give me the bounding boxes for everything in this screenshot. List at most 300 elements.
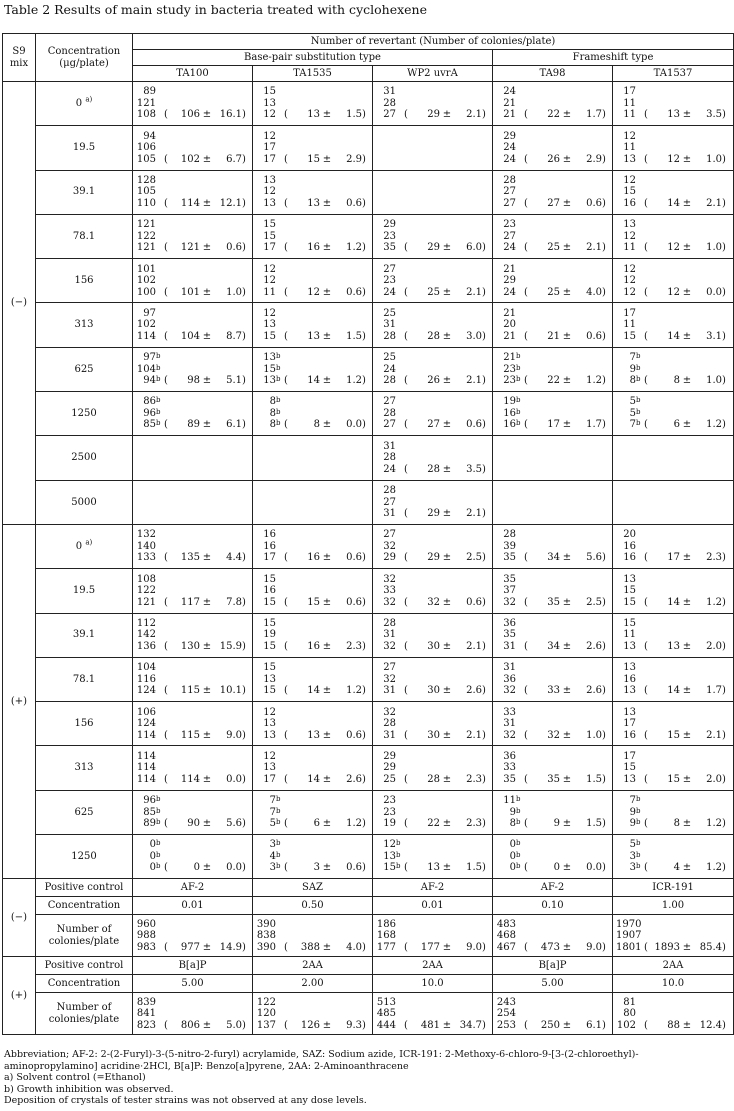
concentration-value: 0 <box>75 97 83 109</box>
colony-count: 5 <box>269 818 276 830</box>
data-cell <box>253 82 373 126</box>
footnote-mark: b <box>516 375 521 384</box>
colony-count: 29 <box>383 552 396 564</box>
footnote-mark <box>636 707 644 719</box>
open-paren: ( <box>284 330 288 342</box>
close-paren: ) <box>482 1019 486 1031</box>
open-paren: ( <box>164 375 168 387</box>
plus-minus: ± <box>442 596 452 608</box>
colony-count-line <box>616 997 730 1009</box>
colony-count-line <box>256 585 369 597</box>
close-paren: ) <box>602 685 606 697</box>
colony-count-line <box>496 396 609 408</box>
plus-minus: ± <box>682 375 692 387</box>
data-cell <box>613 702 734 746</box>
plus-minus: ± <box>442 640 452 652</box>
colony-count: 17 <box>623 307 636 319</box>
open-paren: ( <box>404 941 408 953</box>
colony-count-line <box>376 308 489 320</box>
colony-count-line <box>376 618 489 630</box>
colony-count: 28 <box>383 718 396 730</box>
footnote-mark <box>276 718 284 730</box>
footnote-mark: b <box>276 795 281 804</box>
close-paren: ) <box>482 773 486 785</box>
mean-value: 28 <box>427 463 440 475</box>
colony-count: 15 <box>263 685 276 697</box>
colony-count: 114 <box>136 773 156 785</box>
data-cell <box>253 436 373 480</box>
plus-minus: ± <box>202 729 212 741</box>
colony-count-line <box>616 818 730 830</box>
data-cell <box>373 214 493 258</box>
mean-value: 89 <box>187 419 200 431</box>
footnote-mark <box>516 131 524 143</box>
colony-count-line <box>376 529 489 541</box>
colony-count-line <box>136 685 249 697</box>
open-paren: ( <box>164 419 168 431</box>
mean-value: 12 <box>667 242 680 254</box>
colony-count: 25 <box>383 773 396 785</box>
open-paren: ( <box>404 330 408 342</box>
footnote-mark <box>396 685 404 697</box>
colony-count-line <box>616 396 730 408</box>
colony-count: 9 <box>509 806 516 818</box>
footnote-mark <box>636 109 644 121</box>
colony-count: 15 <box>263 596 276 608</box>
colony-count-line <box>376 839 489 851</box>
colony-count: 3 <box>629 862 636 874</box>
data-cell <box>493 569 613 613</box>
colony-count: 24 <box>383 463 396 475</box>
colony-count-line <box>496 629 609 641</box>
close-paren: ) <box>602 330 606 342</box>
sd-value: 12.1 <box>219 197 242 209</box>
colony-count: 31 <box>383 440 396 452</box>
open-paren: ( <box>284 419 288 431</box>
footnote-mark <box>156 585 164 597</box>
footnote-mark <box>396 331 404 343</box>
table-row <box>3 303 734 347</box>
plus-minus: ± <box>562 1019 572 1031</box>
s9-mix-cell: (+) <box>3 957 36 1035</box>
footnote-mark <box>156 942 164 954</box>
colony-count: 122 <box>256 996 276 1008</box>
colony-count-line <box>256 287 369 299</box>
sd-value: 0.0 <box>226 773 242 785</box>
concentration-cell <box>36 657 133 701</box>
concentration-value: 78.1 <box>72 673 96 685</box>
data-cell <box>613 170 734 214</box>
colony-count: 31 <box>383 629 396 641</box>
data-cell <box>133 126 253 170</box>
open-paren: ( <box>524 375 528 387</box>
open-paren: ( <box>644 596 648 608</box>
plus-minus: ± <box>322 941 332 953</box>
colony-count-line <box>616 331 730 343</box>
table-body <box>3 82 734 1035</box>
colony-count-line <box>496 275 609 287</box>
footnote-mark: b <box>156 352 161 361</box>
mean-value: 15 <box>667 729 680 741</box>
colony-count-line <box>256 930 369 942</box>
open-paren: ( <box>644 419 648 431</box>
close-paren: ) <box>242 552 246 564</box>
footnote-mark <box>636 751 644 763</box>
footnote-mark <box>156 219 164 231</box>
positive-control-row <box>3 957 734 975</box>
colony-count: 31 <box>503 640 516 652</box>
footnote-mark <box>156 997 164 1009</box>
colony-count: 15 <box>263 662 276 674</box>
mean-value: 115 <box>180 685 200 697</box>
plus-minus: ± <box>442 508 452 520</box>
footnote-mark <box>156 597 164 609</box>
colony-count-line <box>376 264 489 276</box>
plus-minus: ± <box>202 375 212 387</box>
strain-header: TA1535 <box>253 66 373 82</box>
colony-count: 8 <box>269 396 276 408</box>
data-cell <box>253 524 373 568</box>
colony-count-line <box>136 364 249 376</box>
colony-count: 24 <box>383 286 396 298</box>
control-concentration: 2.00 <box>253 975 373 993</box>
mean-value: 473 <box>540 941 560 953</box>
open-paren: ( <box>164 286 168 298</box>
colony-count: 27 <box>503 197 516 209</box>
footnote-mark <box>516 1020 524 1032</box>
colony-count: 27 <box>383 662 396 674</box>
data-cell <box>253 170 373 214</box>
footnote-mark <box>276 919 284 931</box>
close-paren: ) <box>242 109 246 121</box>
colony-count-line <box>136 287 249 299</box>
sd-value: 6.7 <box>226 153 242 165</box>
footnote-mark <box>396 597 404 609</box>
close-paren: ) <box>242 640 246 652</box>
colony-count-line <box>616 86 730 98</box>
data-cell <box>133 702 253 746</box>
colony-count: 23 <box>383 230 396 242</box>
mean-value: 14 <box>667 596 680 608</box>
colony-count-line <box>136 618 249 630</box>
sd-value: 1.2 <box>586 375 602 387</box>
footnotes <box>4 1049 729 1107</box>
footnote-mark <box>396 419 404 431</box>
colony-count: 29 <box>503 275 516 287</box>
footnote-mark <box>156 707 164 719</box>
data-cell <box>253 347 373 391</box>
colony-count-line <box>136 154 249 166</box>
colony-count-line <box>616 375 730 387</box>
concentration-label: Concentration <box>36 897 133 915</box>
footnote-mark: b <box>156 396 161 405</box>
sd-value: 85.4 <box>699 941 722 953</box>
mean-value: 15 <box>307 596 320 608</box>
footnote-mark <box>516 674 524 686</box>
mean-value: 30 <box>427 640 440 652</box>
colony-count: 36 <box>503 617 516 629</box>
footnote-mark: b <box>276 375 281 384</box>
footnote-a: a) Solvent control (=Ethanol) <box>4 1072 146 1083</box>
mean-value: 14 <box>307 375 320 387</box>
colony-count-line <box>376 597 489 609</box>
colony-count: 114 <box>136 330 156 342</box>
colony-count-line <box>256 131 369 143</box>
colony-count: 31 <box>503 662 516 674</box>
open-paren: ( <box>404 375 408 387</box>
concentration-cell <box>36 392 133 436</box>
sd-value: 9.0 <box>466 941 482 953</box>
footnote-mark <box>156 98 164 110</box>
open-paren: ( <box>404 862 408 874</box>
sd-value: 34.7 <box>459 1019 482 1031</box>
plus-minus: ± <box>562 153 572 165</box>
mean-value: 15 <box>307 153 320 165</box>
colony-count: 15 <box>263 573 276 585</box>
footnote-mark <box>516 1008 524 1020</box>
data-cell <box>493 835 613 879</box>
plus-minus: ± <box>202 640 212 652</box>
colony-count-line <box>616 308 730 320</box>
colony-count: 15 <box>623 762 636 774</box>
footnote-mark <box>516 175 524 187</box>
mean-value: 1893 <box>654 941 680 953</box>
positive-control-label: Positive control <box>36 957 133 975</box>
colony-count: 3 <box>629 850 636 862</box>
close-paren: ) <box>482 375 486 387</box>
colony-count-line <box>616 1020 730 1032</box>
sd-value: 2.6 <box>586 685 602 697</box>
colony-count: 31 <box>503 718 516 730</box>
plus-minus: ± <box>562 242 572 254</box>
colony-count-line <box>376 574 489 586</box>
colony-count-line <box>616 198 730 210</box>
colony-count: 5 <box>629 407 636 419</box>
sd-value: 0.6 <box>346 197 362 209</box>
plus-minus: ± <box>682 941 692 953</box>
colony-count-line <box>376 552 489 564</box>
colony-count: 27 <box>383 496 396 508</box>
sd-value: 0.6 <box>346 286 362 298</box>
colony-count: 23 <box>383 795 396 807</box>
data-cell <box>253 214 373 258</box>
colony-count: 39 <box>503 540 516 552</box>
colony-count: 13 <box>623 706 636 718</box>
footnote-mark <box>636 730 644 742</box>
colony-count: 122 <box>136 230 156 242</box>
colony-count: 102 <box>136 275 156 287</box>
footnote-mark <box>276 1008 284 1020</box>
colony-count-line <box>376 807 489 819</box>
colony-count: 120 <box>256 1008 276 1020</box>
open-paren: ( <box>524 685 528 697</box>
colony-count-line <box>496 142 609 154</box>
colony-count: 23 <box>503 375 516 387</box>
colony-count: 136 <box>136 640 156 652</box>
close-paren: ) <box>362 286 366 298</box>
colony-count: 12 <box>263 307 276 319</box>
sd-value: 2.1 <box>466 286 482 298</box>
close-paren: ) <box>482 941 486 953</box>
colony-count-line <box>136 862 249 874</box>
mean-value: 114 <box>180 773 200 785</box>
colony-count: 24 <box>503 153 516 165</box>
table-row <box>3 436 734 480</box>
mean-value: 101 <box>180 286 200 298</box>
colony-count: 988 <box>136 930 156 942</box>
plus-minus: ± <box>322 862 332 874</box>
colony-count: 27 <box>383 263 396 275</box>
colony-count: 8 <box>269 419 276 431</box>
colony-count: 27 <box>383 109 396 121</box>
plus-minus: ± <box>562 375 572 387</box>
colony-count: 177 <box>376 941 396 953</box>
data-cell <box>253 746 373 790</box>
colony-count: 35 <box>503 552 516 564</box>
plus-minus: ± <box>682 109 692 121</box>
colony-count: 0 <box>149 862 156 874</box>
close-paren: ) <box>482 862 486 874</box>
plus-minus: ± <box>322 330 332 342</box>
open-paren: ( <box>404 463 408 475</box>
footnote-mark <box>276 287 284 299</box>
mean-value: 33 <box>547 685 560 697</box>
colony-count-line <box>256 396 369 408</box>
open-paren: ( <box>284 197 288 209</box>
colony-count: 13 <box>263 97 276 109</box>
open-paren: ( <box>524 773 528 785</box>
data-cell <box>253 835 373 879</box>
open-paren: ( <box>644 1019 648 1031</box>
data-cell <box>493 436 613 480</box>
footnote-mark <box>636 774 644 786</box>
colony-count: 124 <box>136 718 156 730</box>
colony-count: 13 <box>383 850 396 862</box>
footnote-mark: b <box>516 363 521 372</box>
footnote-mark <box>156 1008 164 1020</box>
footnote-mark <box>636 629 644 641</box>
colony-count-line <box>376 707 489 719</box>
colony-count-line <box>136 751 249 763</box>
colony-count-line <box>496 839 609 851</box>
close-paren: ) <box>482 242 486 254</box>
footnote-mark: b <box>636 363 641 372</box>
colony-count-line <box>616 352 730 364</box>
colony-count: 28 <box>503 529 516 541</box>
colony-count: 15 <box>263 363 276 375</box>
plus-minus: ± <box>202 941 212 953</box>
colony-count: 23 <box>383 275 396 287</box>
footnote-mark <box>636 175 644 187</box>
sd-value: 0.6 <box>346 862 362 874</box>
plus-minus: ± <box>682 286 692 298</box>
sd-value: 1.2 <box>346 685 362 697</box>
sd-value: 0.6 <box>586 330 602 342</box>
colony-count-line <box>376 419 489 431</box>
footnote-mark: b <box>156 363 161 372</box>
colony-count-line <box>136 585 249 597</box>
colony-count-line <box>616 930 730 942</box>
footnote-mark <box>636 1008 644 1020</box>
footnote-mark <box>396 574 404 586</box>
colony-count: 243 <box>496 996 516 1008</box>
sd-value: 15.9 <box>219 640 242 652</box>
colony-count: 168 <box>376 930 396 942</box>
colony-count: 7 <box>269 795 276 807</box>
sd-value: 2.1 <box>466 375 482 387</box>
footnote-mark: b <box>156 375 161 384</box>
colony-count: 80 <box>623 1008 636 1020</box>
footnote-mark <box>396 795 404 807</box>
open-paren: ( <box>524 552 528 564</box>
plus-minus: ± <box>322 818 332 830</box>
close-paren: ) <box>722 685 726 697</box>
sd-value: 1.5 <box>586 818 602 830</box>
footnote-mark <box>516 774 524 786</box>
colony-count: 11 <box>623 319 636 331</box>
colony-count: 31 <box>383 319 396 331</box>
footnote-mark <box>276 154 284 166</box>
colony-count: 841 <box>136 1008 156 1020</box>
colony-count: 94 <box>143 375 156 387</box>
colony-count-line <box>136 186 249 198</box>
colony-count: 89 <box>143 86 156 98</box>
colony-count: 15 <box>263 86 276 98</box>
sd-value: 0.6 <box>586 197 602 209</box>
colony-count-line <box>616 264 730 276</box>
colony-count-line <box>136 86 249 98</box>
colony-count: 32 <box>383 640 396 652</box>
mean-value: 106 <box>180 109 200 121</box>
footnote-mark <box>516 574 524 586</box>
data-cell <box>253 790 373 834</box>
close-paren: ) <box>722 596 726 608</box>
colony-count-line <box>136 275 249 287</box>
sd-value: 2.1 <box>466 508 482 520</box>
concentration-cell <box>36 259 133 303</box>
footnote-mark <box>396 319 404 331</box>
concentration-value: 39.1 <box>72 186 96 198</box>
colony-count: 19 <box>503 396 516 408</box>
colony-count-line <box>256 618 369 630</box>
sd-value: 0.0 <box>226 862 242 874</box>
open-paren: ( <box>164 153 168 165</box>
plus-minus: ± <box>562 109 572 121</box>
colony-count-line <box>256 919 369 931</box>
footnote-mark <box>156 674 164 686</box>
concentration-value: 39.1 <box>72 629 96 641</box>
footnote-mark <box>636 585 644 597</box>
close-paren: ) <box>242 286 246 298</box>
footnote-mark <box>636 86 644 98</box>
mean-value: 17 <box>667 552 680 564</box>
footnote-mark <box>516 287 524 299</box>
plus-minus: ± <box>322 1019 332 1031</box>
colony-count: 13 <box>263 375 276 387</box>
colony-count-line <box>256 86 369 98</box>
mean-value: 177 <box>420 941 440 953</box>
close-paren: ) <box>482 330 486 342</box>
colony-count: 15 <box>623 330 636 342</box>
footnote-mark <box>636 919 644 931</box>
data-cell <box>253 480 373 524</box>
colony-count-line <box>256 862 369 874</box>
colony-count: 21 <box>503 97 516 109</box>
footnote-mark <box>396 497 404 509</box>
colony-count: 85 <box>143 806 156 818</box>
colony-count-line <box>136 930 249 942</box>
colony-count-line <box>616 552 730 564</box>
